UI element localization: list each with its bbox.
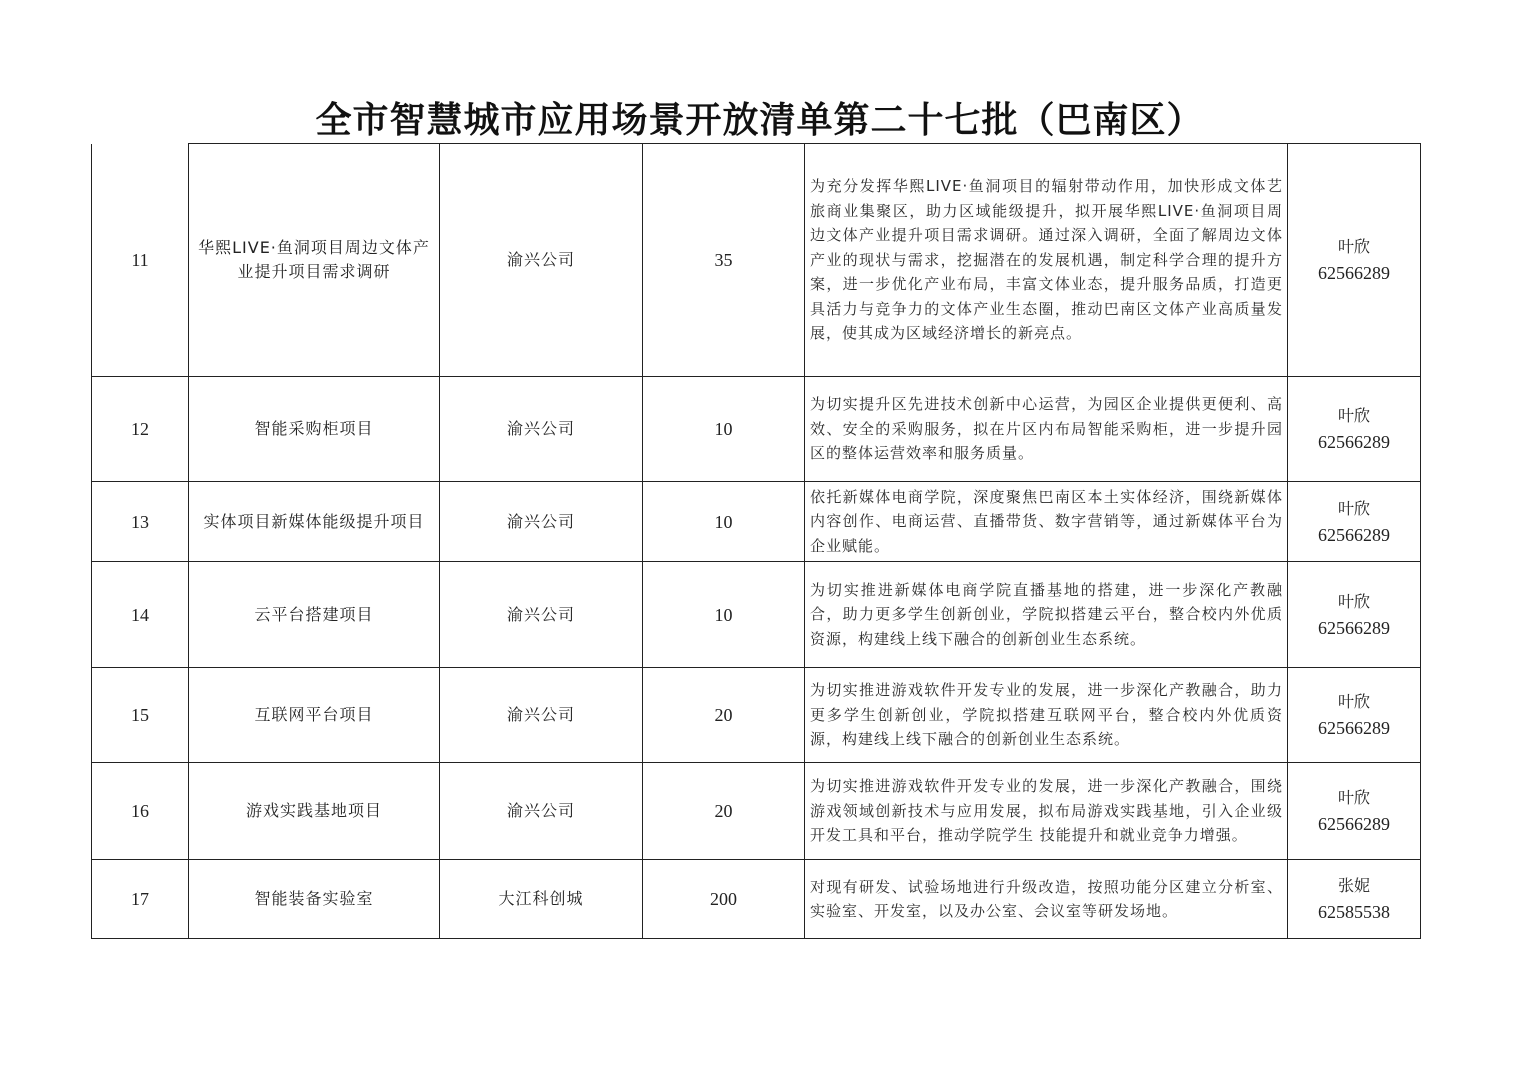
project-name-cell: 实体项目新媒体能级提升项目 <box>189 482 440 562</box>
row-number-cell: 14 <box>92 562 189 668</box>
owner-unit-cell: 渝兴公司 <box>440 482 643 562</box>
contact-cell <box>1288 668 1421 763</box>
contact-name: 叶欣 <box>1337 591 1370 611</box>
owner-unit-cell: 渝兴公司 <box>440 144 643 377</box>
contact-name: 叶欣 <box>1337 498 1370 518</box>
contact-name: 叶欣 <box>1337 692 1370 711</box>
row-number-cell: 13 <box>92 482 189 562</box>
contact-cell <box>1288 482 1421 562</box>
row-number-cell: 15 <box>92 668 189 763</box>
contact-phone: 62585538 <box>1318 902 1390 922</box>
table-row <box>92 377 1421 482</box>
amount-cell: 20 <box>643 763 805 860</box>
contact-phone: 62566289 <box>1318 524 1390 545</box>
amount-cell: 10 <box>643 562 805 668</box>
contact-name: 张妮 <box>1337 876 1370 895</box>
contact-cell <box>1288 763 1421 860</box>
contact-cell <box>1288 377 1421 482</box>
project-name-cell: 游戏实践基地项目 <box>189 763 440 860</box>
project-name-cell: 云平台搭建项目 <box>189 562 440 668</box>
contact-phone: 62566289 <box>1318 263 1390 283</box>
contact-name: 叶欣 <box>1337 237 1370 256</box>
page-title: 全市智慧城市应用场景开放清单第二十七批（巴南区） <box>315 99 1204 141</box>
description-cell: 为切实提升区先进技术创新中心运营，为园区企业提供更便利、高效、安全的采购服务，拟在片区内布局智能采购柜，进一步提升园区的整体运营效率和服务质量。 <box>805 377 1288 482</box>
description-cell: 对现有研发、试验场地进行升级改造，按照功能分区建立分析室、实验室、开发室，以及办公室、会议室等研发场地。 <box>805 860 1288 939</box>
description-cell: 为切实推进新媒体电商学院直播基地的搭建，进一步深化产教融合，助力更多学生创新创业，学院拟搭建云平台，整合校内外优质资源，构建线上线下融合的创新创业生态系统。 <box>805 562 1288 668</box>
amount-cell: 10 <box>643 377 805 482</box>
project-name-cell: 智能采购柜项目 <box>189 377 440 482</box>
table-row <box>92 562 1421 668</box>
table-row <box>92 668 1421 763</box>
contact-phone: 62566289 <box>1318 617 1390 638</box>
scenario-table <box>91 143 1421 939</box>
contact-phone: 62566289 <box>1318 718 1390 738</box>
owner-unit-cell: 渝兴公司 <box>440 668 643 763</box>
description-cell: 为充分发挥华熙LIVE·鱼洞项目的辐射带动作用，加快形成文体艺旅商业集聚区，助力区域能级提升，拟开展华熙LIVE·鱼洞项目周边文体产业提升项目需求调研。通过深入调研，全面了解周边文体产业的现状与需求，挖掘潜在的发展机遇，制定科学合理的提升方案，进一步优化产业布局，丰富文体业态，提升服务品质，打造更具活力与竞争力的文体产业生态圈，推动巴南区文体产业高质量发展，使其成为区域经济增长的新亮点。 <box>805 144 1288 377</box>
row-number-cell: 11 <box>92 144 189 377</box>
owner-unit-cell: 大江科创城 <box>440 860 643 939</box>
project-name-cell: 智能装备实验室 <box>189 860 440 939</box>
owner-unit-cell: 渝兴公司 <box>440 562 643 668</box>
owner-unit-cell: 渝兴公司 <box>440 763 643 860</box>
amount-cell: 10 <box>643 482 805 562</box>
contact-cell <box>1288 860 1421 939</box>
description-cell: 为切实推进游戏软件开发专业的发展，进一步深化产教融合，围绕游戏领域创新技术与应用发展，拟布局游戏实践基地，引入企业级开发工具和平台，推动学院学生 技能提升和就业竞争力增强。 <box>805 763 1288 860</box>
table-row <box>92 144 1421 377</box>
table-row <box>92 482 1421 562</box>
contact-cell <box>1288 144 1421 377</box>
contact-phone: 62566289 <box>1318 814 1390 834</box>
amount-cell: 35 <box>643 144 805 377</box>
amount-cell: 20 <box>643 668 805 763</box>
amount-cell: 200 <box>643 860 805 939</box>
table-row <box>92 763 1421 860</box>
contact-cell <box>1288 562 1421 668</box>
project-name-cell: 互联网平台项目 <box>189 668 440 763</box>
row-number-cell: 16 <box>92 763 189 860</box>
project-name-cell: 华熙LIVE·鱼洞项目周边文体产业提升项目需求调研 <box>189 144 440 377</box>
owner-unit-cell: 渝兴公司 <box>440 377 643 482</box>
table-row <box>92 860 1421 939</box>
contact-phone: 62566289 <box>1318 432 1390 452</box>
description-cell: 为切实推进游戏软件开发专业的发展，进一步深化产教融合，助力更多学生创新创业，学院拟搭建互联网平台，整合校内外优质资源，构建线上线下融合的创新创业生态系统。 <box>805 668 1288 763</box>
contact-name: 叶欣 <box>1337 788 1370 807</box>
description-cell: 依托新媒体电商学院，深度聚焦巴南区本土实体经济，围绕新媒体内容创作、电商运营、直播带货、数字营销等，通过新媒体平台为企业赋能。 <box>805 482 1288 562</box>
contact-name: 叶欣 <box>1337 406 1370 425</box>
row-number-cell: 12 <box>92 377 189 482</box>
row-number-cell: 17 <box>92 860 189 939</box>
